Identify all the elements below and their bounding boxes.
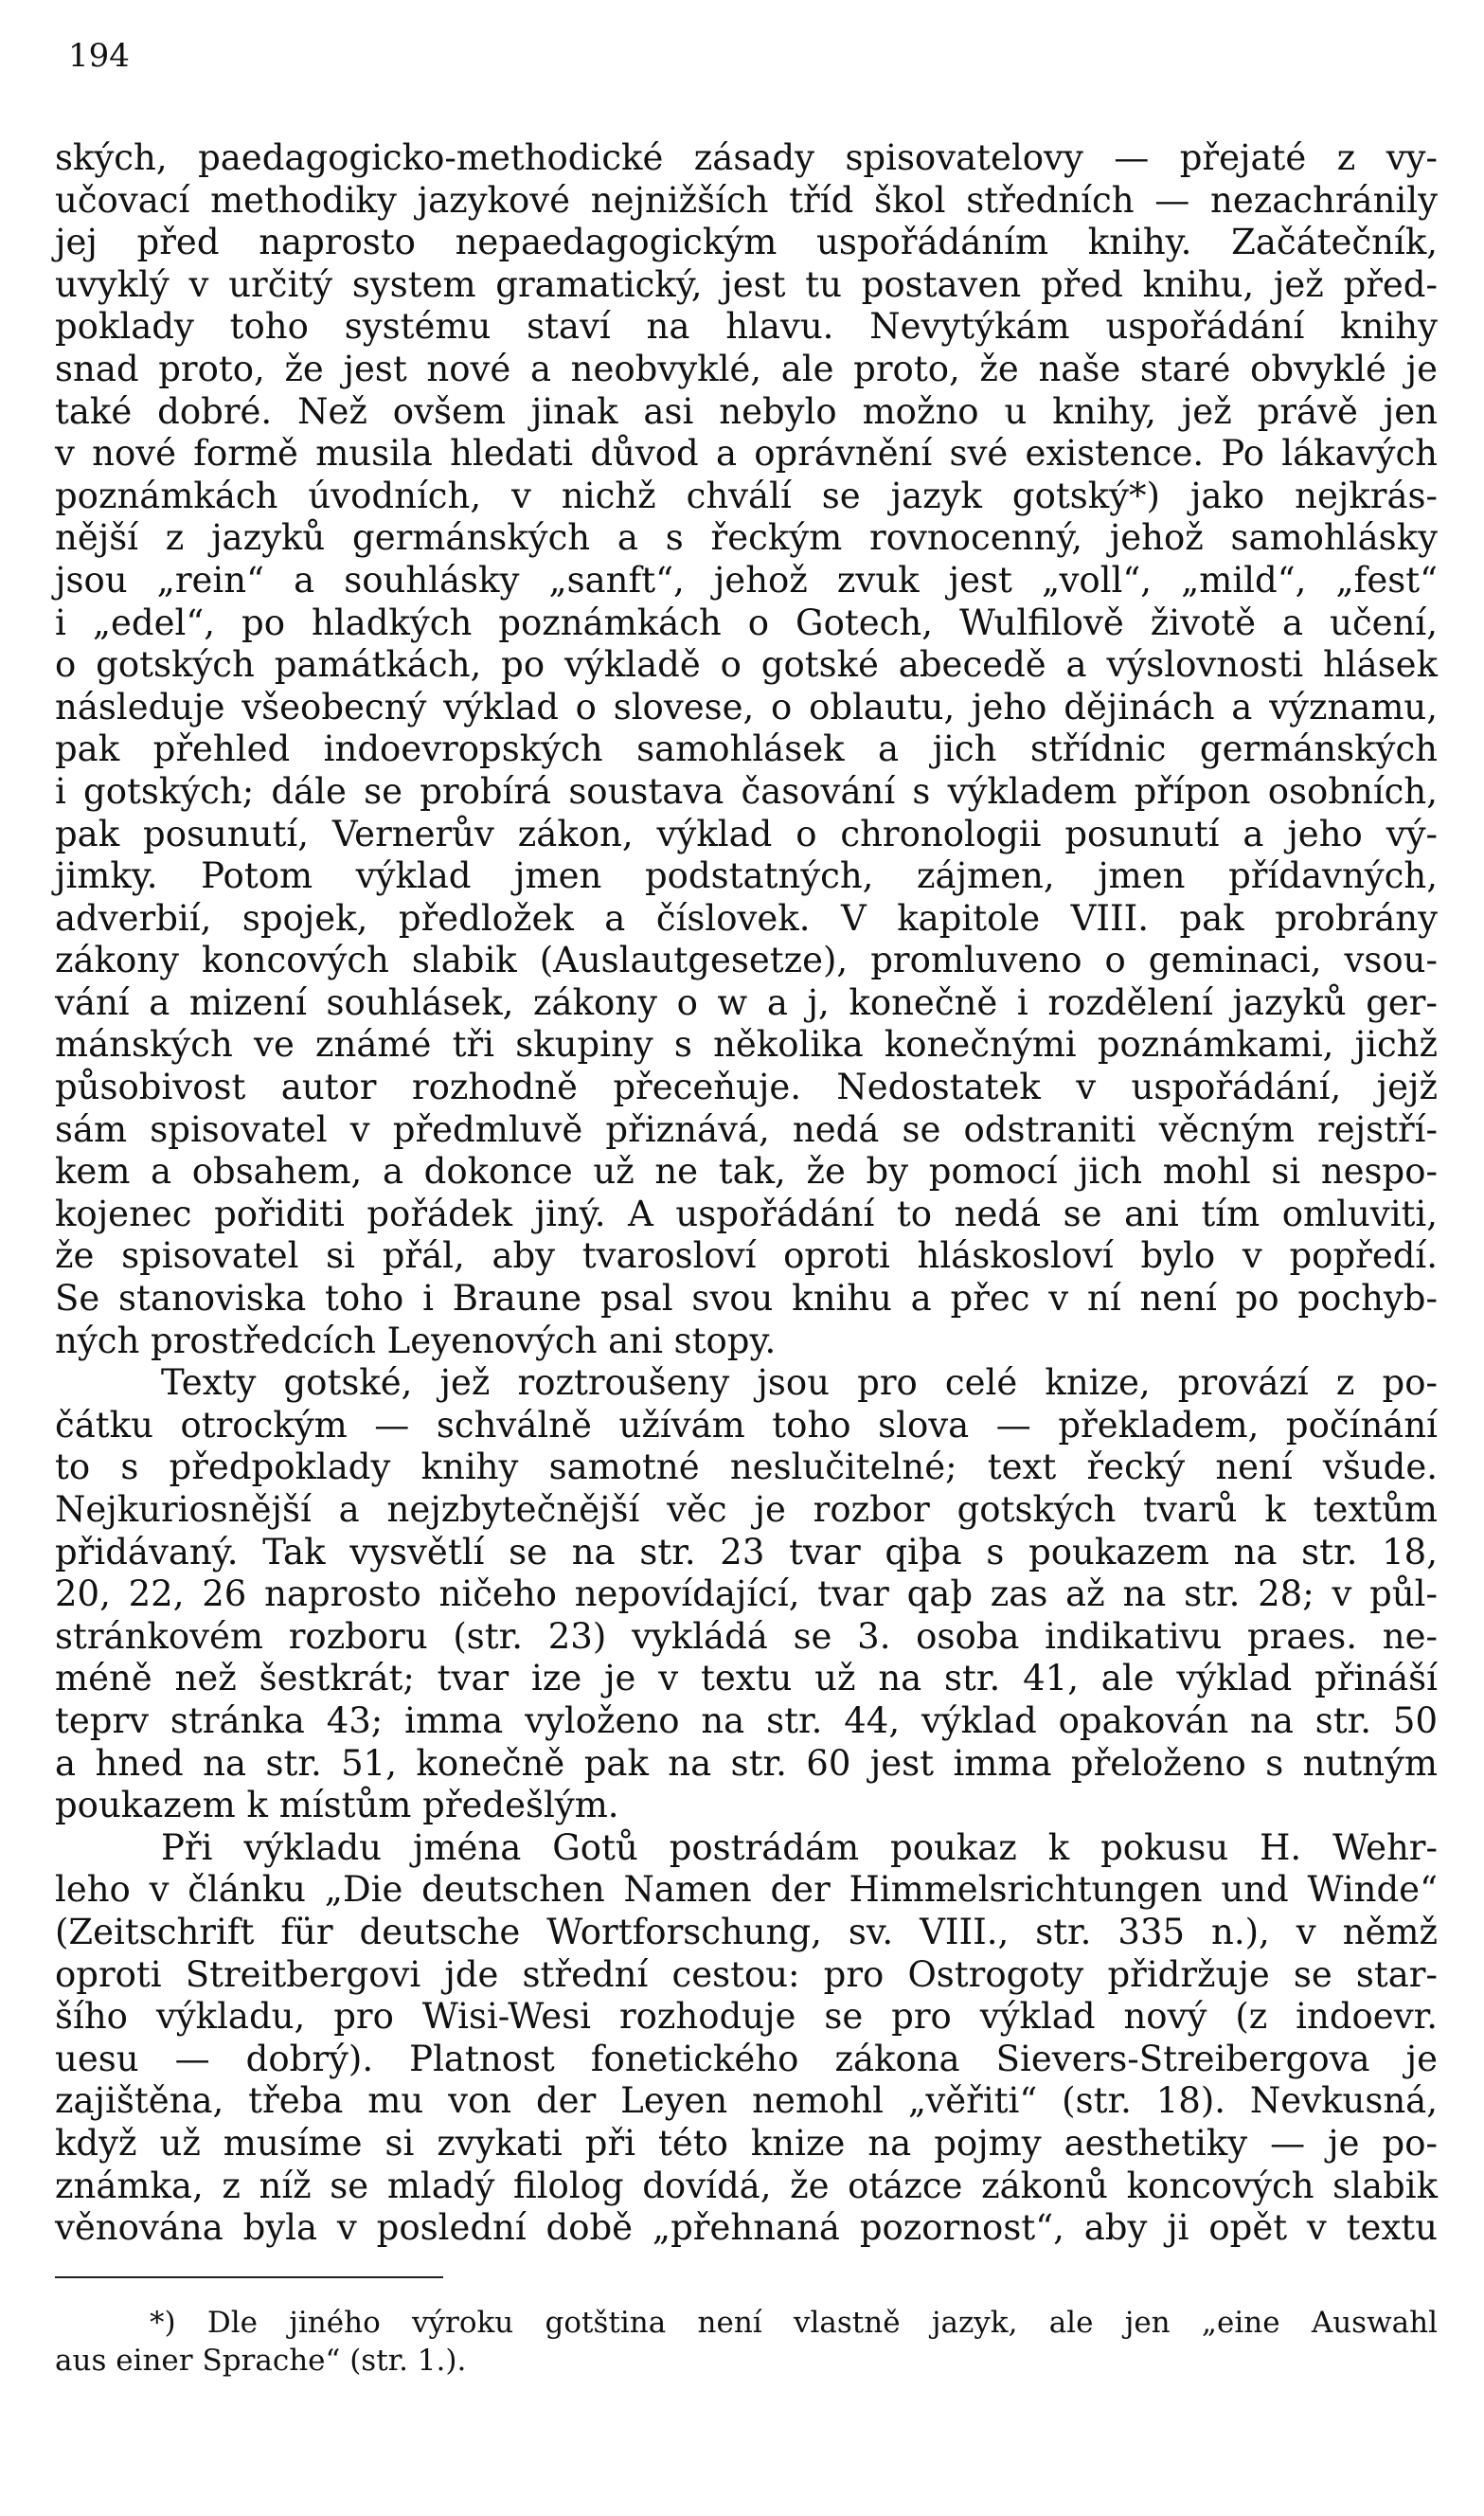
text-line: působivost autor rozhodně přeceňuje. Nedostatek v uspořádání, jejž	[55, 1067, 1438, 1108]
text-line: Nejkuriosnější a nejzbytečnější věc je rozbor gotských tvarů k textům	[55, 1489, 1438, 1530]
text-line: i gotských; dále se probírá soustava časování s výkladem přípon osobních,	[55, 770, 1438, 812]
text-line: to s předpoklady knihy samotné neslučitelné; text řecký není všude.	[55, 1447, 1438, 1488]
text-line: jej před naprosto nepaedagogickým uspořádáním knihy. Začátečník,	[55, 222, 1438, 263]
text-line: čátku otrockým — schválně užívám toho slova — překladem, počínání	[55, 1404, 1438, 1446]
text-line: následuje všeobecný výklad o slovese, o oblautu, jeho dějinách a významu,	[55, 686, 1438, 728]
footnote-divider	[55, 2276, 443, 2278]
text-line: (Zeitschrift für deutsche Wortforschung, sv. VIII., str. 335 n.), v němž	[55, 1911, 1438, 1952]
text-line: a hned na str. 51, konečně pak na str. 60 jest imma přeloženo s nutným	[55, 1742, 1438, 1784]
text-line: stránkovém rozboru (str. 23) vykládá se 3. osoba indikativu praes. ne-	[55, 1615, 1438, 1657]
text-line: ských, paedagogicko-methodické zásady spisovatelovy — přejaté z vy-	[55, 137, 1438, 178]
text-line: adverbií, spojek, předložek a číslovek. V kapitole VIII. pak probrány	[55, 897, 1438, 939]
text-line: věnována byla v poslední době „přehnaná pozornost“, aby ji opět v textu	[55, 2207, 1438, 2249]
text-line: pak posunutí, Vernerův zákon, výklad o chronologii posunutí a jeho vý-	[55, 813, 1438, 854]
text-line: pak přehled indoevropských samohlásek a jich střídnic germánských	[55, 728, 1438, 770]
text-line: jsou „rein“ a souhlásky „sanft“, jehož zvuk jest „voll“, „mild“, „fest“	[55, 559, 1438, 601]
text-line: snad proto, že jest nové a neobvyklé, ale proto, že naše staré obvyklé je	[55, 348, 1438, 389]
footnote-line: *) Dle jiného výroku gotština není vlastně jazyk, ale jen „eine Auswahl	[150, 2306, 1438, 2340]
text-line: v nové formě musila hledati důvod a oprávnění své existence. Po lákavých	[55, 433, 1438, 475]
footnote-line: aus einer Sprache“ (str. 1.).	[55, 2344, 467, 2378]
text-line: nější z jazyků germánských a s řeckým rovnocenný, jehož samohlásky	[55, 517, 1438, 559]
text-line: o gotských památkách, po výkladě o gotské abecedě a výslovnosti hlásek	[55, 644, 1438, 686]
text-line: i „edel“, po hladkých poznámkách o Gotech, Wulfilově životě a učení,	[55, 602, 1438, 643]
text-line: mánských ve známé tři skupiny s několika konečnými poznámkami, jichž	[55, 1024, 1438, 1066]
text-line: uvyklý v určitý system gramatický, jest tu postaven před knihu, jež před-	[55, 263, 1438, 305]
text-line: jimky. Potom výklad jmen podstatných, zájmen, jmen přídavných,	[55, 855, 1438, 897]
paragraph-last-line: ných prostředcích Leyenových ani stopy.	[55, 1320, 777, 1361]
text-line: méně než šestkrát; tvar ize je v textu už na str. 41, ale výklad přináší	[55, 1658, 1438, 1699]
text-line: oproti Streitbergovi jde střední cestou: pro Ostrogoty přidržuje se star-	[55, 1953, 1438, 1995]
text-line: kem a obsahem, a dokonce už ne tak, že by pomocí jich mohl si nespo-	[55, 1151, 1438, 1193]
text-line: také dobré. Než ovšem jinak asi nebylo možno u knihy, jež právě jen	[55, 390, 1438, 432]
text-line: kojenec pořiditi pořádek jiný. A uspořádání to nedá se ani tím omluviti,	[55, 1193, 1438, 1234]
text-line: zajištěna, třeba mu von der Leyen nemohl „věřiti“ (str. 18). Nevkusná,	[55, 2080, 1438, 2122]
text-line: leho v článku „Die deutschen Namen der Himmelsrichtungen und Winde“	[55, 1869, 1438, 1911]
main-text	[55, 137, 1438, 2250]
text-line: vání a mizení souhlásek, zákony o w a j, konečně i rozdělení jazyků ger-	[55, 981, 1438, 1023]
text-line: přidávaný. Tak vysvětlí se na str. 23 tvar qiþa s poukazem na str. 18,	[55, 1531, 1438, 1572]
text-line: zákony koncových slabik (Auslautgesetze), promluveno o geminaci, vsou-	[55, 940, 1438, 981]
text-line: sám spisovatel v předmluvě přiznává, nedá se odstraniti věcným rejstří-	[55, 1108, 1438, 1150]
text-line: teprv stránka 43; imma vyloženo na str. 44, výklad opakován na str. 50	[55, 1699, 1438, 1741]
paragraph-first-line: Texty gotské, jež roztroušeny jsou pro celé knize, provází z po-	[161, 1362, 1438, 1404]
text-line: 20, 22, 26 naprosto ničeho nepovídající, tvar qaþ zas až na str. 28; v půl-	[55, 1573, 1438, 1615]
text-line: poznámkách úvodních, v nichž chválí se jazyk gotský*) jako nejkrás-	[55, 475, 1438, 516]
text-line: Se stanoviska toho i Braune psal svou knihu a přec v ní není po pochyb-	[55, 1278, 1438, 1320]
paragraph-last-line: poukazem k místům předešlým.	[55, 1785, 619, 1826]
text-line: když už musíme si zvykati při této knize na pojmy aesthetiky — je po-	[55, 2122, 1438, 2164]
text-line: poklady toho systému staví na hlavu. Nevytýkám uspořádání knihy	[55, 306, 1438, 348]
page-number: 194	[68, 37, 130, 75]
paragraph-first-line: Při výkladu jména Gotů postrádám poukaz k pokusu H. Wehr-	[161, 1826, 1438, 1868]
text-line: učovací methodiky jazykové nejnižších tříd škol středních — nezachránily	[55, 179, 1438, 221]
text-line: uesu — dobrý). Platnost fonetického zákona Sievers-Streibergova je	[55, 2038, 1438, 2079]
text-line: že spisovatel si přál, aby tvarosloví oproti hláskosloví bylo v popředí.	[55, 1235, 1438, 1277]
footnote	[55, 2304, 1438, 2380]
text-line: šího výkladu, pro Wisi-Wesi rozhoduje se pro výklad nový (z indoevr.	[55, 1996, 1438, 2038]
text-line: známka, z níž se mladý filolog dovídá, že otázce zákonů koncových slabik	[55, 2165, 1438, 2206]
